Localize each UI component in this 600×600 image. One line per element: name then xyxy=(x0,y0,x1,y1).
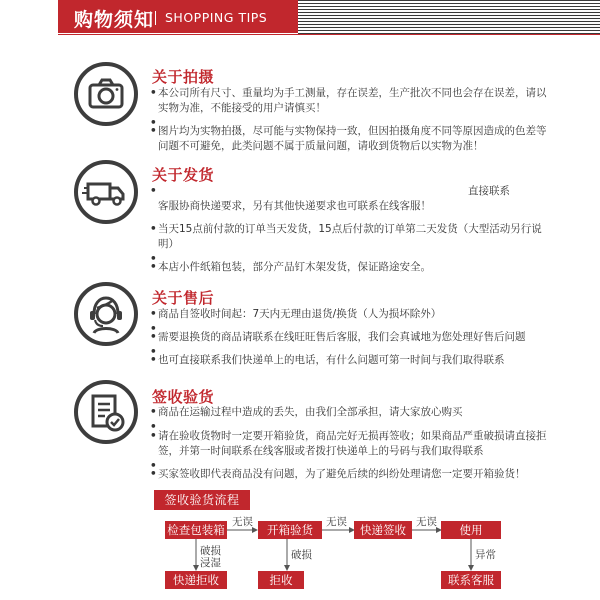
section-list-after-sales xyxy=(150,307,550,368)
spacer xyxy=(150,116,550,124)
flow-node-open: 开箱验货 xyxy=(258,521,322,539)
section-title-shipping: 关于发货 xyxy=(152,166,215,184)
section-list-inspection xyxy=(150,405,550,482)
header-stripes xyxy=(298,0,600,34)
section-title-photo: 关于拍摄 xyxy=(152,68,215,86)
shipping-first-item xyxy=(150,184,550,214)
list-item-right-text: 直接联系 xyxy=(468,185,510,197)
flow-node-sign: 快递签收 xyxy=(354,521,412,539)
spacer xyxy=(150,459,550,467)
list-item: • 本店小件纸箱包装，部分产品钉木架发货，保证路途安全。 xyxy=(150,260,550,275)
spacer xyxy=(150,345,550,353)
list-item: • 图片均为实物拍摄，尽可能与实物保持一致，但因拍摄角度不同等原因造成的色差等问题不可避免，此类问题不属于质量问题，请收到货物后以实物为准！ xyxy=(150,124,550,154)
flow-node-use: 使用 xyxy=(441,521,501,539)
list-item: • 商品在运输过程中造成的丢失，由我们全部承担，请大家放心购买 xyxy=(150,405,550,420)
spacer xyxy=(150,322,550,330)
page-title: 购物须知 xyxy=(74,9,155,31)
spacer xyxy=(150,420,550,429)
list-item: • 当天15点前付款的订单当天发货，15点后付款的订单第二天发货（大型活动另行说明） xyxy=(150,222,550,252)
list-item: • 请在验收货物时一定要开箱验货，商品完好无损再签收；如果商品严重破损请直接拒签，并第一时间联系在线客服或者拨打快递单上的号码与我们取得联系 xyxy=(150,429,550,459)
edge-label-open-sign: 无误 xyxy=(326,516,347,528)
edge-label-damaged: 破损 xyxy=(200,545,221,557)
camera-icon xyxy=(74,62,138,126)
flow-title: 签收验货流程 xyxy=(154,490,250,510)
flow-node-check: 检查包装箱 xyxy=(165,521,227,539)
edge-label-check-open: 无误 xyxy=(232,516,253,528)
header-banner xyxy=(0,0,600,34)
list-item xyxy=(150,184,550,199)
document-check-icon xyxy=(74,380,138,444)
list-item: • 本公司所有尺寸、重量均为手工测量，存在误差，生产批次不同也会存在误差，请以实物为准，不能接受的用户请慎买！ xyxy=(150,86,550,116)
section-list-shipping xyxy=(150,222,550,275)
edge-label-sign-use: 无误 xyxy=(416,516,437,528)
list-item-continuation: 客服协商快递要求，另有其他快递要求也可联系在线客服！ xyxy=(158,200,431,212)
section-list-photo xyxy=(150,86,550,154)
edge-label-open-damaged: 破损 xyxy=(291,549,312,561)
list-item: • 需要退换货的商品请联系在线旺旺售后客服，我们会真诚地为您处理好售后问题 xyxy=(150,330,550,345)
list-item: • 买家签收即代表商品没有问题，为了避免后续的纠纷处理请您一定要开箱验货！ xyxy=(150,467,550,482)
header-rule xyxy=(58,34,600,35)
list-item: • 商品自签收时间起：7天内无理由退货/换货（人为损坏除外） xyxy=(150,307,550,322)
section-title-inspection: 签收验货 xyxy=(152,388,215,406)
page-subtitle: SHOPPING TIPS xyxy=(165,10,268,25)
header-divider xyxy=(155,11,156,25)
section-title-after-sales: 关于售后 xyxy=(152,289,215,307)
bullet: • xyxy=(150,185,157,197)
edge-label-soaked: 浸湿 xyxy=(200,557,221,569)
list-item: • 也可直接联系我们快递单上的电话，有什么问题可第一时间与我们取得联系 xyxy=(150,353,550,368)
edge-label-abnormal: 异常 xyxy=(475,549,496,561)
flow-node-reject-express: 快递拒收 xyxy=(165,571,227,589)
customer-service-icon xyxy=(74,282,138,346)
delivery-truck-icon xyxy=(74,160,138,224)
flow-node-reject: 拒收 xyxy=(258,571,304,589)
flow-node-contact: 联系客服 xyxy=(441,571,501,589)
spacer xyxy=(150,252,550,260)
